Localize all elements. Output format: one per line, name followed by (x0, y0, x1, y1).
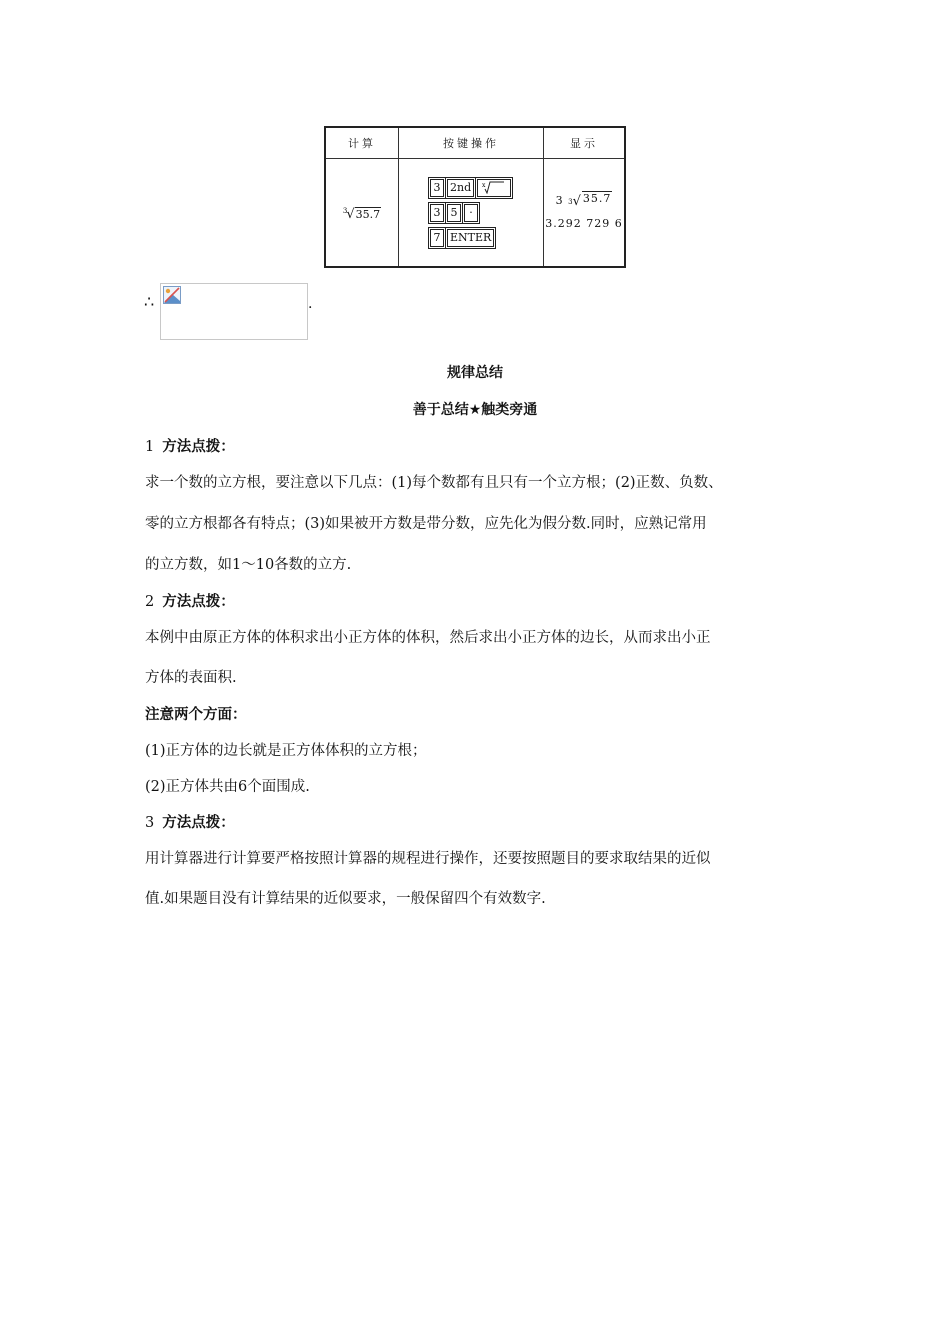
broken-image-icon (163, 286, 181, 308)
key-row-1 (430, 179, 542, 197)
key-row-2 (430, 204, 542, 222)
section-subtitle: 善于总结★触类旁通 (412, 402, 538, 418)
paragraph-line: 的立方数，如1～10各数的立方. (145, 557, 352, 573)
cube-root-expression: 3 √ 35.7 (342, 207, 381, 222)
key-5: 5 (447, 204, 461, 222)
method-heading-1: 1 方法点拨： (145, 439, 235, 455)
key-3: 3 (430, 179, 444, 197)
calculator-steps-table (324, 126, 626, 268)
key-3: 3 (430, 204, 444, 222)
missing-image-placeholder (160, 283, 308, 340)
calc-cell (325, 159, 399, 268)
cube-root-key-icon (477, 179, 511, 197)
header-display: 显示 (544, 127, 626, 159)
paragraph-line: 用计算器进行计算要严格按照计算器的规程进行操作，还要按照题目的要求取结果的近似 (145, 851, 711, 867)
display-line-1: 3 3 √ 35.7 (555, 192, 612, 209)
display-cell (544, 159, 626, 268)
keys-cell (399, 159, 544, 268)
section-title: 规律总结 (447, 365, 503, 381)
paragraph-line: 求一个数的立方根，要注意以下几点：(1)每个数都有且只有一个立方根；(2)正数、负数、 (145, 475, 723, 491)
method-heading-2: 2 方法点拨： (145, 594, 235, 610)
key-enter: ENTER (447, 229, 494, 247)
key-row-3 (430, 229, 542, 247)
method-heading-3: 3 方法点拨： (145, 815, 235, 831)
key-decimal-point: · (464, 204, 478, 222)
header-keys: 按键操作 (399, 127, 544, 159)
note-item: (2)正方体共由6个面围成. (145, 779, 310, 795)
paragraph-line: 方体的表面积. (145, 670, 237, 686)
key-2nd: 2nd (447, 179, 474, 197)
sentence-period: . (308, 296, 313, 312)
therefore-symbol: ∴ (144, 292, 155, 311)
paragraph-line: 零的立方根都各有特点；(3)如果被开方数是带分数，应先化为假分数.同时，应熟记常用 (145, 516, 707, 532)
header-calc: 计算 (325, 127, 399, 159)
paragraph-line: 值.如果题目没有计算结果的近似要求，一般保留四个有效数字. (145, 891, 546, 907)
display-line-2: 3.292 729 6 (545, 217, 623, 230)
note-heading: 注意两个方面： (145, 707, 247, 723)
svg-text:x: x (482, 181, 486, 189)
key-7: 7 (430, 229, 444, 247)
note-item: (1)正方体的边长就是正方体体积的立方根； (145, 743, 427, 759)
paragraph-line: 本例中由原正方体的体积求出小正方体的体积，然后求出小正方体的边长，从而求出小正 (145, 630, 711, 646)
